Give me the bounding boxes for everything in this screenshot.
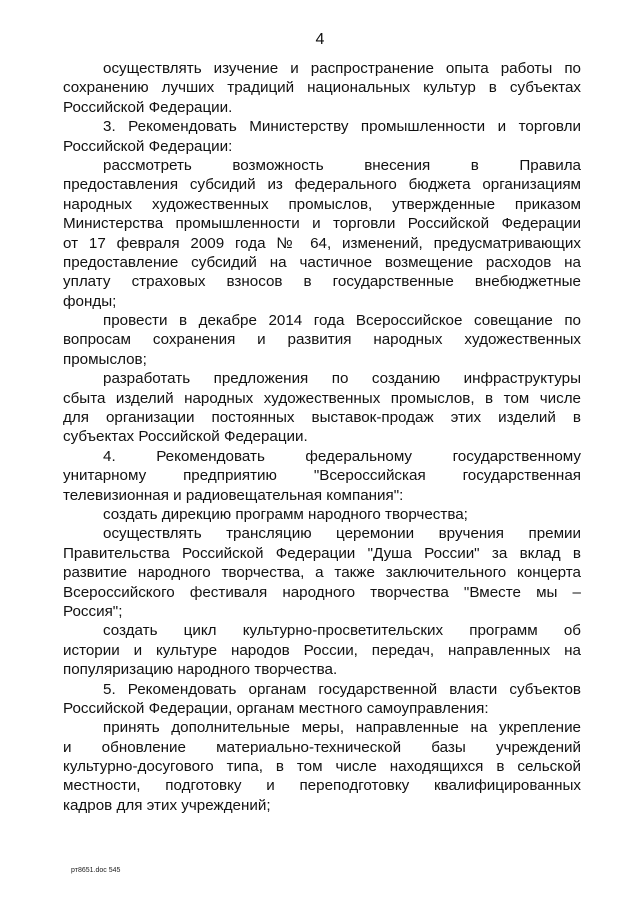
text-line: истории и культуре народов России, передач, направленных на [63, 641, 581, 659]
text-line: субъектах Российской Федерации. [63, 428, 308, 446]
text-line: и обновление материально-технической базы учреждений [63, 738, 581, 756]
text-line: принять дополнительные меры, направленные на укрепление [103, 719, 581, 737]
text-line: Всероссийского фестиваля народного творчества "Вместе мы – [63, 583, 581, 601]
text-line: местности, подготовку и переподготовку квалифицированных [63, 777, 581, 795]
text-line: телевизионная и радиовещательная компания": [63, 486, 404, 504]
text-line: для организации постоянных выставок-продаж этих изделий в [63, 409, 581, 427]
text-line: Министерства промышленности и торговли Российской Федерации [63, 215, 581, 233]
text-line: создать цикл культурно-просветительских программ об [103, 622, 581, 640]
text-line: разработать предложения по созданию инфраструктуры [103, 370, 581, 388]
text-line: народных художественных промыслов, утвержденные приказом [63, 195, 581, 213]
text-line: унитарному предприятию "Всероссийская государственная [63, 467, 581, 485]
text-line: культурно-досугового типа, в том числе находящихся в сельской [63, 758, 581, 776]
text-line: Российской Федерации, органам местного самоуправления: [63, 699, 489, 717]
text-line: провести в декабре 2014 года Всероссийское совещание по [103, 312, 581, 330]
text-line: рассмотреть возможность внесения в Правила [103, 156, 581, 174]
text-line: фонды; [63, 292, 117, 310]
text-line: осуществлять изучение и распространение опыта работы по [103, 60, 581, 77]
text-line: сбыта изделий народных художественных промыслов, в том числе [63, 389, 581, 407]
text-line: промыслов; [63, 350, 147, 368]
text-line: Россия"; [63, 602, 123, 620]
page-number: 4 [315, 31, 325, 48]
text-line: кадров для этих учреждений; [63, 796, 271, 814]
text-line: предоставления субсидий из федерального бюджета организациям [63, 176, 581, 194]
text-line: сохранению лучших традиций национальных культур в субъектах [63, 79, 581, 97]
text-line: уплату страховых взносов в государственные внебюджетные [63, 273, 581, 291]
text-line: вопросам сохранения и развития народных художественных [63, 331, 581, 349]
text-line: создать дирекцию программ народного творчества; [103, 505, 468, 523]
text-line: от 17 февраля 2009 года № 64, изменений, предусматривающих [63, 234, 581, 252]
text-line: 4. Рекомендовать федеральному государственному [103, 447, 581, 465]
text-line: популяризацию народного творчества. [63, 661, 338, 679]
text-line: 5. Рекомендовать органам государственной власти субъектов [103, 680, 581, 698]
text-line: осуществлять трансляцию церемонии вручения премии [103, 525, 581, 543]
text-line: Российской Федерации: [63, 137, 233, 155]
text-line: Правительства Российской Федерации "Душа России" за вклад в [63, 544, 581, 562]
text-line: 3. Рекомендовать Министерству промышленности и торговли [103, 118, 581, 136]
text-line: развитие народного творчества, а также заключительного концерта [63, 564, 581, 582]
text-line: Российской Федерации. [63, 98, 233, 116]
document-code: рт8651.doc 545 [71, 867, 121, 874]
text-line: предоставление субсидий на частичное возмещение расходов на [63, 253, 581, 271]
document-body [63, 59, 581, 815]
